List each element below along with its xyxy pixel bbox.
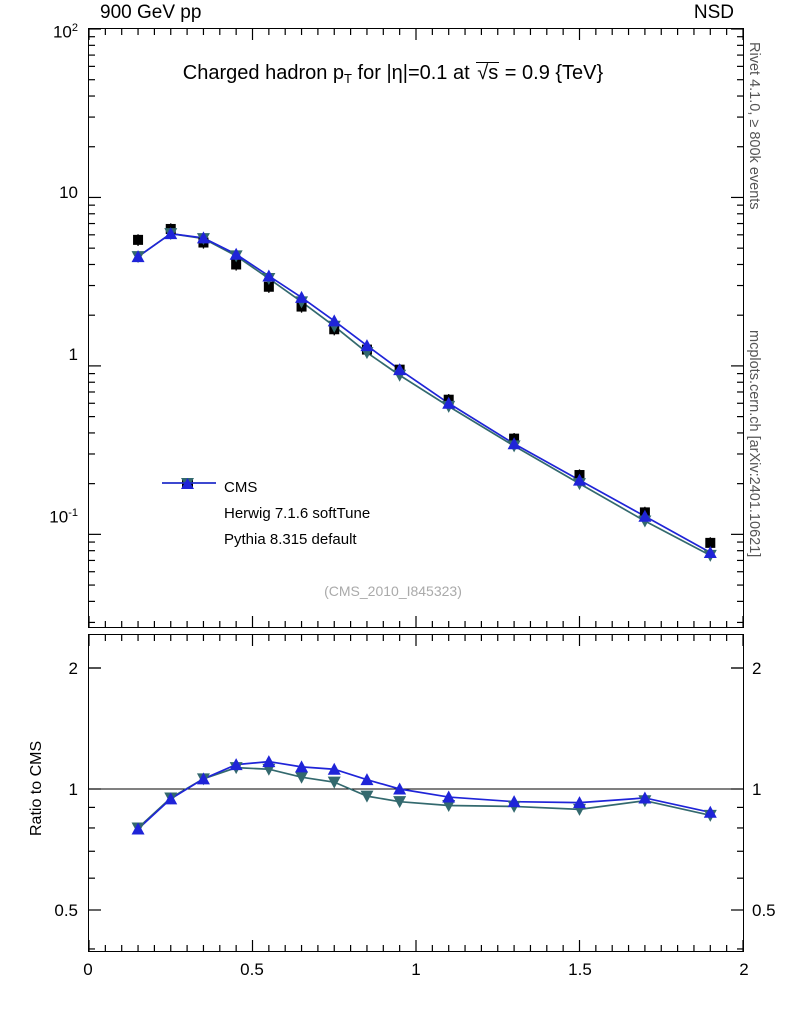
xtick-label-2: 2: [739, 960, 749, 979]
ratio-ytick-label-05-right: 0.5: [752, 901, 776, 920]
ratio-ytick-label-2-right: 2: [752, 659, 762, 678]
ratio-plot-svg: [89, 635, 743, 951]
mcplots-credit: mcplots.cern.ch [arXiv:2401.10621]: [746, 330, 762, 558]
ytick-label-10: 10: [59, 183, 78, 202]
xtick-label-1: 1: [411, 960, 421, 979]
data-marker: [360, 773, 373, 785]
legend: [160, 474, 370, 552]
data-marker: [133, 235, 143, 245]
ytick-label-1: 1: [68, 345, 78, 364]
ratio-ytick-label-1-right: 1: [752, 780, 762, 799]
header-left: 900 GeV pp: [100, 2, 202, 23]
rivet-credit: Rivet 4.1.0, ≥ 800k events: [746, 42, 762, 210]
legend-label-cms: CMS: [224, 478, 258, 496]
data-marker: [328, 314, 341, 326]
title-part1: Charged hadron p: [182, 62, 345, 84]
header-right: NSD: [693, 2, 734, 23]
ratio-y-axis-label: Ratio to CMS: [28, 740, 45, 836]
data-marker: [328, 777, 341, 789]
sqrt-symbol: √s: [477, 62, 499, 84]
legend-label-herwig: Herwig 7.1.6 softTune: [224, 504, 371, 522]
ratio-ytick-label-05-left: 0.5: [54, 901, 78, 920]
title-subscript: T: [344, 71, 352, 86]
data-marker: [262, 755, 275, 767]
title-part2: for |η|=0.1 at: [351, 62, 476, 84]
legend-item-herwig: [160, 500, 370, 526]
legend-swatch-pythia: [160, 474, 218, 492]
legend-item-pythia: [160, 526, 370, 552]
analysis-watermark: (CMS_2010_I845323): [324, 583, 462, 599]
xtick-label-0: 0: [83, 960, 93, 979]
sqrt-arg: s: [488, 62, 499, 84]
title-part3: = 0.9 {TeV}: [499, 62, 604, 84]
xtick-label-05: 0.5: [240, 960, 264, 979]
ytick-label-0.1: $10^{-1}$: [49, 507, 78, 527]
xtick-label-15: 1.5: [568, 960, 592, 979]
ratio-plot-panel: [88, 634, 744, 952]
ratio-ytick-label-2-left: 2: [68, 659, 78, 678]
ratio-data-curves: [132, 755, 717, 834]
ratio-ytick-label-1-left: 1: [68, 780, 78, 799]
ytick-label-100: $10^2$: [52, 22, 78, 42]
legend-label-pythia: Pythia 8.315 default: [224, 530, 357, 548]
